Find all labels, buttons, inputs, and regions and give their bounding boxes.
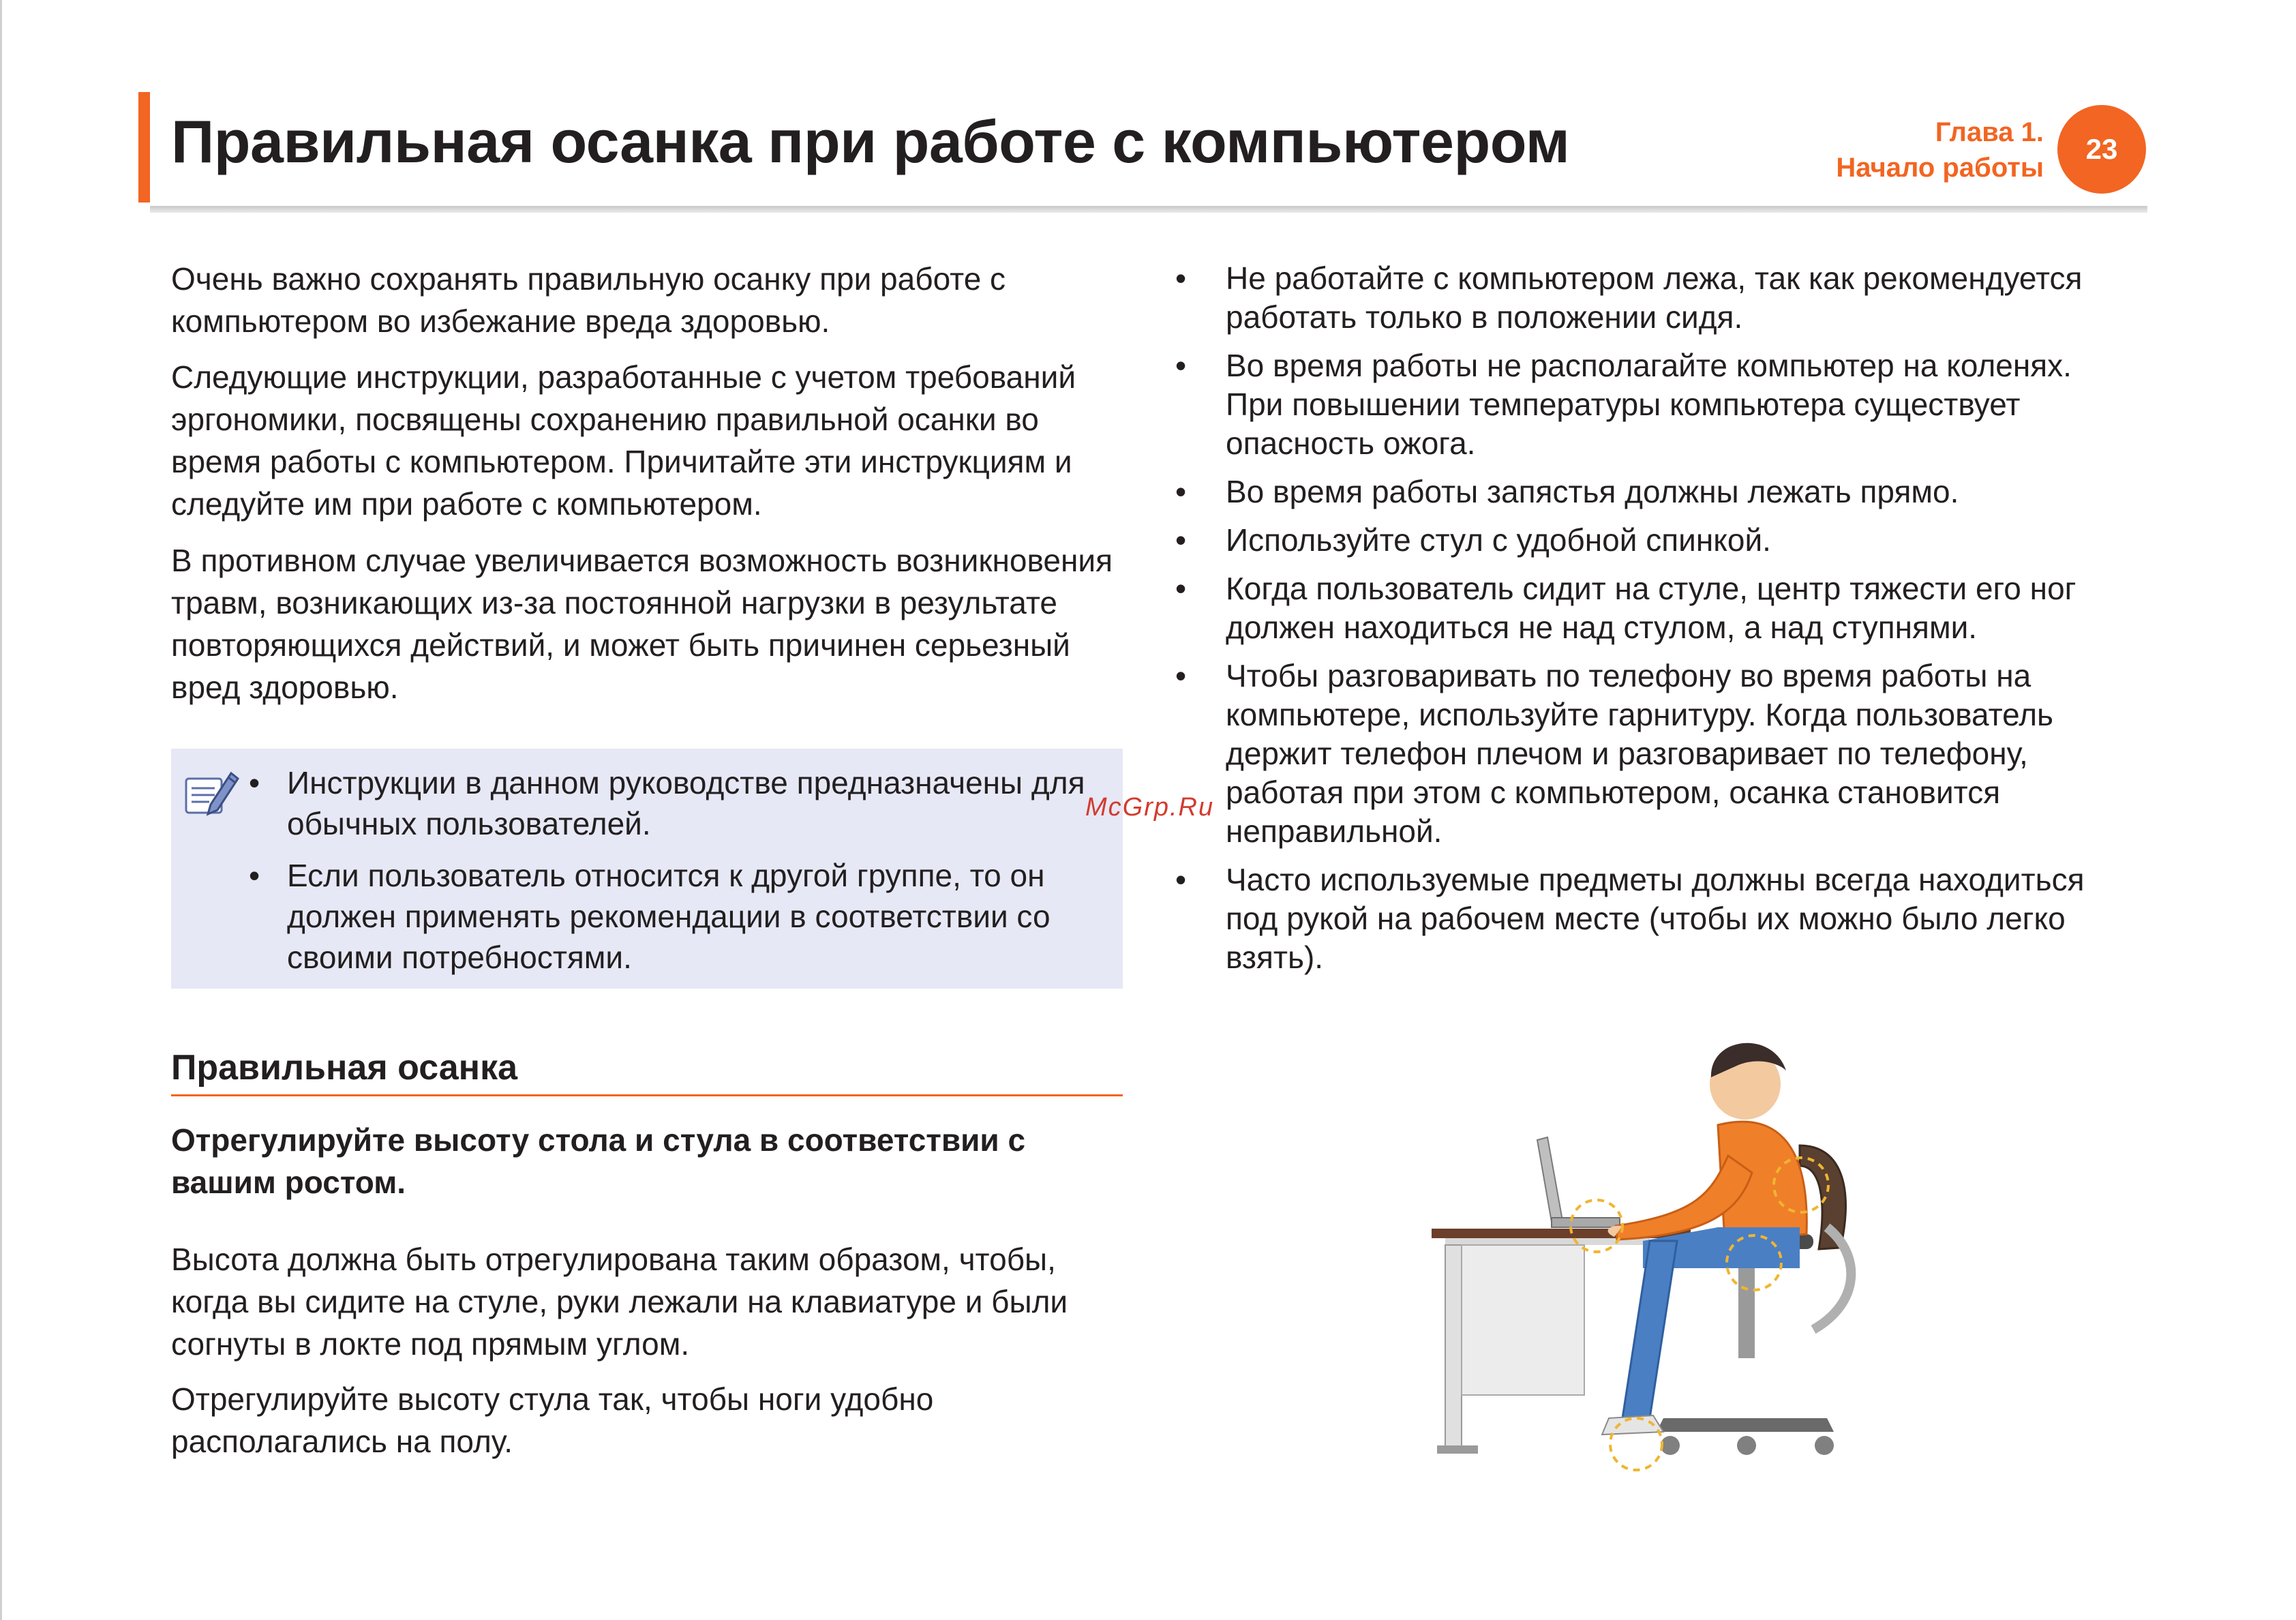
posture-illustration <box>1418 1009 1882 1480</box>
title-accent-bar <box>138 92 150 202</box>
note-item: • Если пользователь относится к другой группе, то он должен применять рекомендации в соответствии со своими потребностями. <box>249 855 1115 978</box>
title-underline <box>150 206 2147 213</box>
list-item: • Чтобы разговаривать по телефону во время работы на компьютере, используйте гарнитуру. Когда пользователь держит телефон плечом и разговаривает по телефону, работая при этом с компьютером, осанка становится неправильной. <box>1170 657 2138 851</box>
section-title: Правильная осанка <box>171 1048 518 1088</box>
section-paragraph-2: Отрегулируйте высоту стула так, чтобы ноги удобно располагались на полу. <box>171 1381 934 1459</box>
page-edge-line <box>0 0 2 1620</box>
intro-paragraph-1: Очень важно сохранять правильную осанку при работе с компьютером во избежание вреда здоровью. <box>171 261 1006 339</box>
posture-tips-list <box>1170 259 2138 987</box>
chapter-label <box>1836 115 2044 185</box>
list-item: • Используйте стул с удобной спинкой. <box>1170 521 2138 560</box>
page-title: Правильная осанка при работе с компьютером <box>171 108 1570 175</box>
section-underline <box>171 1094 1123 1096</box>
note-list <box>249 762 1115 989</box>
section-subheading: Отрегулируйте высоту стола и стула в соответствии с вашим ростом. <box>171 1122 1026 1200</box>
page-number-badge: 23 <box>2057 105 2146 194</box>
note-item: • Инструкции в данном руководстве предназначены для обычных пользователей. <box>249 762 1115 844</box>
intro-paragraph-2: Следующие инструкции, разработанные с учетом требований эргономики, посвящены сохранению правильной осанки во время работы с компьютером. Причитайте эти инструкциям и следуйте им при работе с компьютером. <box>171 359 1076 522</box>
chapter-number: Глава 1. <box>1935 117 2044 147</box>
watermark: McGrp.Ru <box>1085 793 1215 822</box>
intro-paragraph-3: В противном случае увеличивается возможность возникновения травм, возникающих из-за постоянной нагрузки в результате повторяющихся действий, и может быть причинен серьезный вред здоровью. <box>171 543 1113 705</box>
note-pencil-icon <box>181 764 242 825</box>
section-paragraph-1: Высота должна быть отрегулирована таким образом, чтобы, когда вы сидите на стуле, руки лежали на клавиатуре и были согнуты в локте под прямым углом. <box>171 1242 1068 1362</box>
chapter-name: Начало работы <box>1836 153 2044 183</box>
list-item: • Во время работы не располагайте компьютер на коленях. При повышении температуры компьютера существует опасность ожога. <box>1170 346 2138 463</box>
list-item: • Не работайте с компьютером лежа, так как рекомендуется работать только в положении сидя. <box>1170 259 2138 337</box>
list-item: • Когда пользователь сидит на стуле, центр тяжести его ног должен находиться не над стулом, а над ступнями. <box>1170 569 2138 647</box>
list-item: • Во время работы запястья должны лежать прямо. <box>1170 472 2138 511</box>
list-item: • Часто используемые предметы должны всегда находиться под рукой на рабочем месте (чтобы их можно было легко взять). <box>1170 860 2138 977</box>
